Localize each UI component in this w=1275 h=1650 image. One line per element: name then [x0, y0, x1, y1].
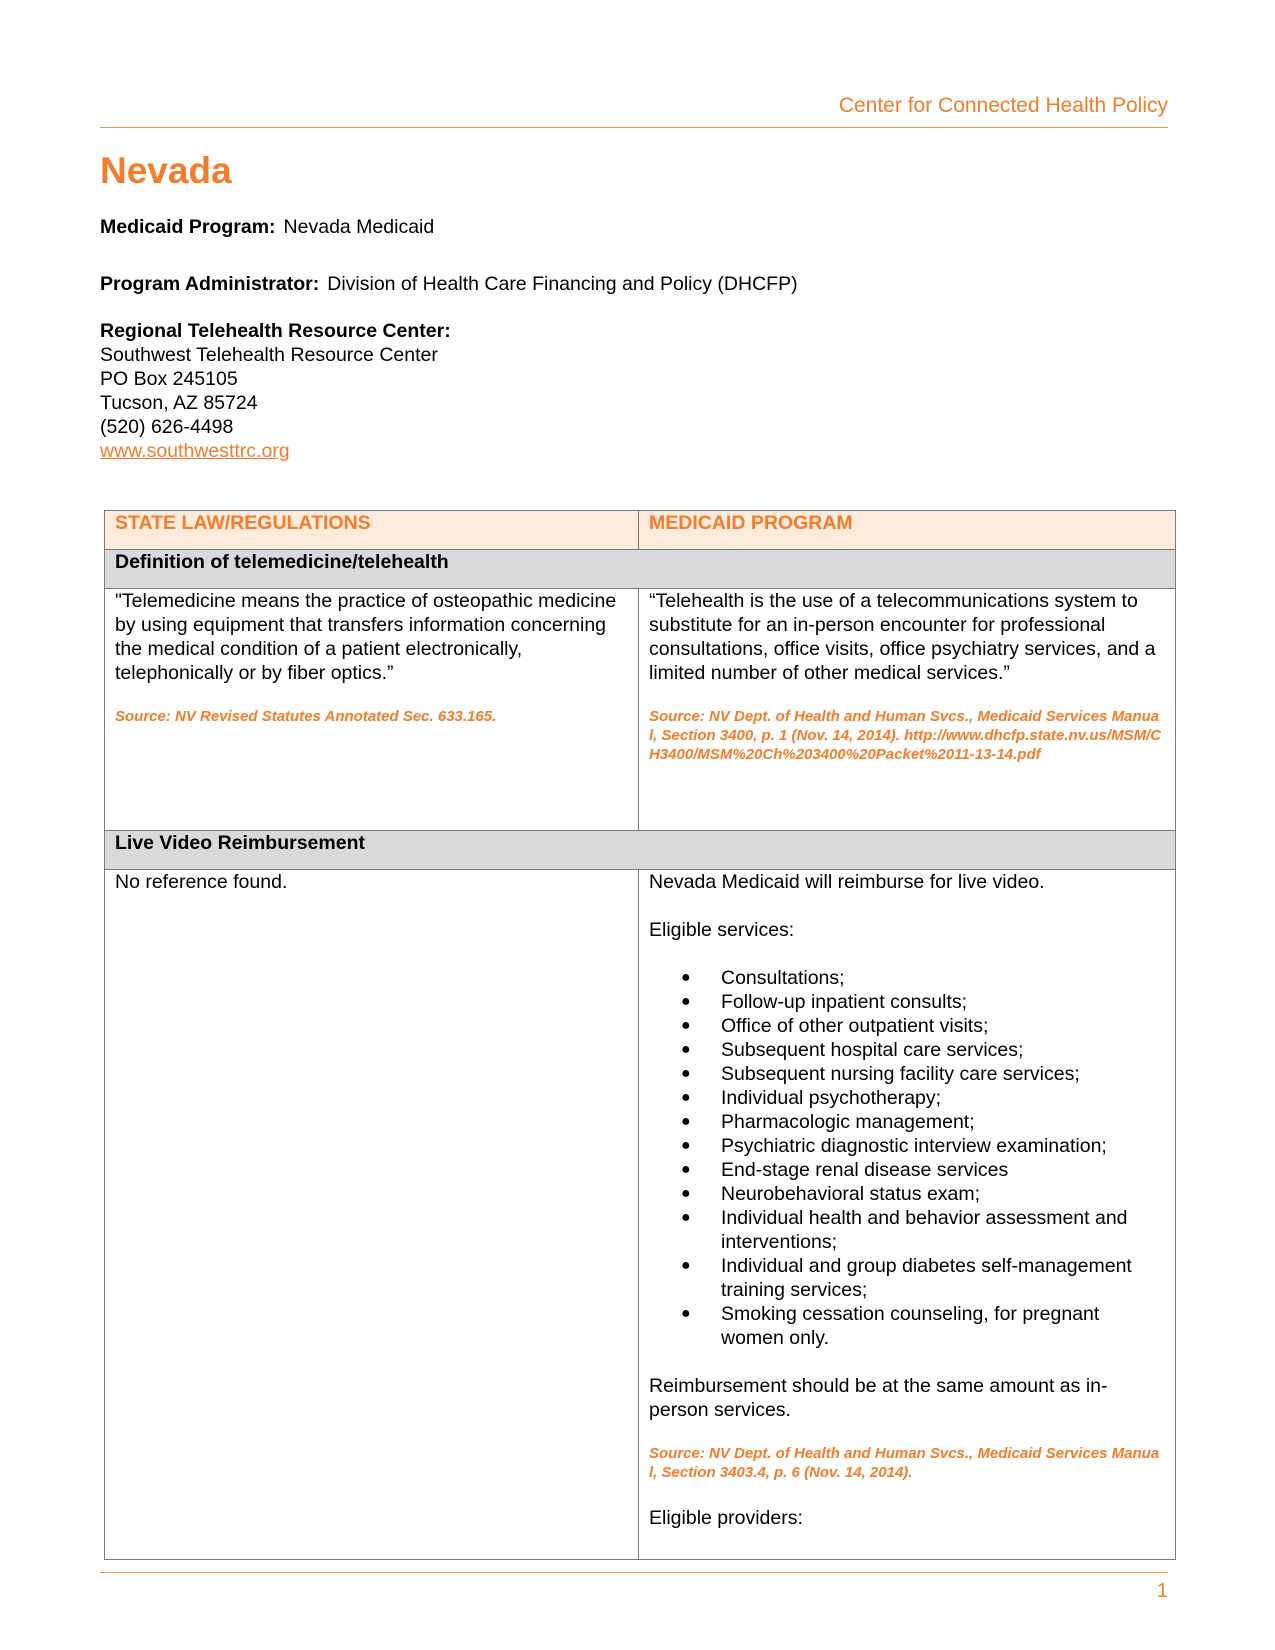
- eligible-service-text: Smoking cessation counseling, for pregnant women only.: [721, 1303, 1100, 1349]
- eligible-service-text: Subsequent hospital care services;: [721, 1039, 1024, 1061]
- header-divider: [100, 127, 1168, 128]
- eligible-service-text: Pharmacologic management;: [721, 1111, 975, 1133]
- resource-center-name: Southwest Telehealth Resource Center: [100, 344, 438, 366]
- bullet-icon: ●: [681, 1137, 691, 1154]
- eligible-service-text: Neurobehavioral status exam;: [721, 1183, 981, 1205]
- eligible-service-item: [681, 1206, 1165, 1254]
- medicaid-program-value: Nevada Medicaid: [283, 216, 435, 238]
- eligible-service-text: Individual and group diabetes self-management training services;: [721, 1255, 1132, 1301]
- resource-center-address2: Tucson, AZ 85724: [100, 392, 258, 414]
- resource-center-label: Regional Telehealth Resource Center:: [100, 320, 451, 342]
- policy-table: [104, 510, 1176, 1560]
- column-header-medicaid: MEDICAID PROGRAM: [639, 511, 1176, 550]
- eligible-services-list: [649, 966, 1165, 1350]
- resource-center-phone: (520) 626-4498: [100, 416, 234, 438]
- definition-medicaid-cell: [639, 589, 1176, 831]
- resource-center-address1: PO Box 245105: [100, 368, 238, 390]
- eligible-service-text: Individual health and behavior assessment and interventions;: [721, 1207, 1128, 1253]
- section-row-definition: [105, 550, 1176, 589]
- footer-divider: [100, 1572, 1168, 1573]
- bullet-icon: ●: [681, 1041, 691, 1058]
- eligible-providers-label: Eligible providers:: [649, 1507, 803, 1529]
- eligible-service-item: [681, 1038, 1165, 1062]
- page-title: Nevada: [100, 150, 232, 191]
- definition-state-law-source: Source: NV Revised Statutes Annotated Sec. 633.165.: [115, 708, 497, 725]
- bullet-icon: ●: [681, 1185, 691, 1202]
- eligible-service-text: Consultations;: [721, 967, 845, 989]
- bullet-icon: ●: [681, 993, 691, 1010]
- eligible-service-text: Psychiatric diagnostic interview examination;: [721, 1135, 1107, 1157]
- bullet-icon: ●: [681, 1305, 691, 1322]
- bullet-icon: ●: [681, 1017, 691, 1034]
- eligible-service-item: [681, 1134, 1165, 1158]
- definition-medicaid-text: “Telehealth is the use of a telecommunications system to substitute for an in-person encounter for professional consultations, office visits, office psychiatry services, and a limited number of other medical services.”: [649, 590, 1156, 684]
- reimbursement-text: Reimbursement should be at the same amount as in-person services.: [649, 1375, 1108, 1421]
- eligible-service-item: [681, 1110, 1165, 1134]
- program-administrator-line: [100, 272, 798, 296]
- header-title: Center for Connected Health Policy: [838, 94, 1168, 117]
- program-administrator-value: Division of Health Care Financing and Policy (DHCFP): [327, 273, 798, 295]
- eligible-service-item: [681, 1182, 1165, 1206]
- bullet-icon: ●: [681, 1113, 691, 1130]
- resource-center-website-link[interactable]: www.southwesttrc.org: [100, 440, 290, 462]
- table-row: [105, 589, 1176, 831]
- section-row-live-video: [105, 831, 1176, 870]
- bullet-icon: ●: [681, 1257, 691, 1274]
- live-video-state-law-text: No reference found.: [115, 871, 288, 893]
- eligible-service-text: Office of other outpatient visits;: [721, 1015, 989, 1037]
- bullet-icon: ●: [681, 969, 691, 986]
- medicaid-program-line: [100, 215, 434, 239]
- section-title-live-video: Live Video Reimbursement: [105, 831, 1176, 870]
- program-administrator-label: Program Administrator:: [100, 273, 320, 295]
- eligible-service-item: [681, 990, 1165, 1014]
- eligible-service-item: [681, 1254, 1165, 1302]
- eligible-service-item: [681, 966, 1165, 990]
- bullet-icon: ●: [681, 1065, 691, 1082]
- bullet-icon: ●: [681, 1089, 691, 1106]
- definition-medicaid-source: Source: NV Dept. of Health and Human Svcs., Medicaid Services Manual, Section 3400, p. 1 (Nov. 14, 2014). http://www.dhcfp.state.nv.us/MSM/CH3400/MSM%20Ch%203400%20Packet%2011-13-14.pdf: [649, 708, 1162, 763]
- medicaid-program-label: Medicaid Program:: [100, 216, 276, 238]
- eligible-service-text: Subsequent nursing facility care services;: [721, 1063, 1080, 1085]
- live-video-state-law-cell: [105, 870, 639, 1560]
- definition-state-law-cell: [105, 589, 639, 831]
- eligible-service-item: [681, 1014, 1165, 1038]
- column-header-state-law: STATE LAW/REGULATIONS: [105, 511, 639, 550]
- eligible-service-item: [681, 1086, 1165, 1110]
- section-title-definition: Definition of telemedicine/telehealth: [105, 550, 1176, 589]
- eligible-service-item: [681, 1062, 1165, 1086]
- bullet-icon: ●: [681, 1209, 691, 1226]
- resource-center-block: [100, 319, 451, 463]
- eligible-service-text: Follow-up inpatient consults;: [721, 991, 968, 1013]
- definition-state-law-text: "Telemedicine means the practice of osteopathic medicine by using equipment that transfers information concerning the medical condition of a patient electronically, telephonically or by fiber optics.”: [115, 590, 617, 684]
- eligible-service-text: End-stage renal disease services: [721, 1159, 1009, 1181]
- eligible-service-item: [681, 1302, 1165, 1350]
- eligible-service-text: Individual psychotherapy;: [721, 1087, 942, 1109]
- page-number: 1: [1156, 1580, 1168, 1602]
- live-video-intro: Nevada Medicaid will reimburse for live video.: [649, 871, 1045, 893]
- table-header-row: [105, 511, 1176, 550]
- eligible-services-label: Eligible services:: [649, 919, 795, 941]
- bullet-icon: ●: [681, 1161, 691, 1178]
- table-row: [105, 870, 1176, 1560]
- live-video-medicaid-cell: [639, 870, 1176, 1560]
- eligible-service-item: [681, 1158, 1165, 1182]
- live-video-medicaid-source: Source: NV Dept. of Health and Human Svcs., Medicaid Services Manual, Section 3403.4, p. 6 (Nov. 14, 2014).: [649, 1445, 1160, 1481]
